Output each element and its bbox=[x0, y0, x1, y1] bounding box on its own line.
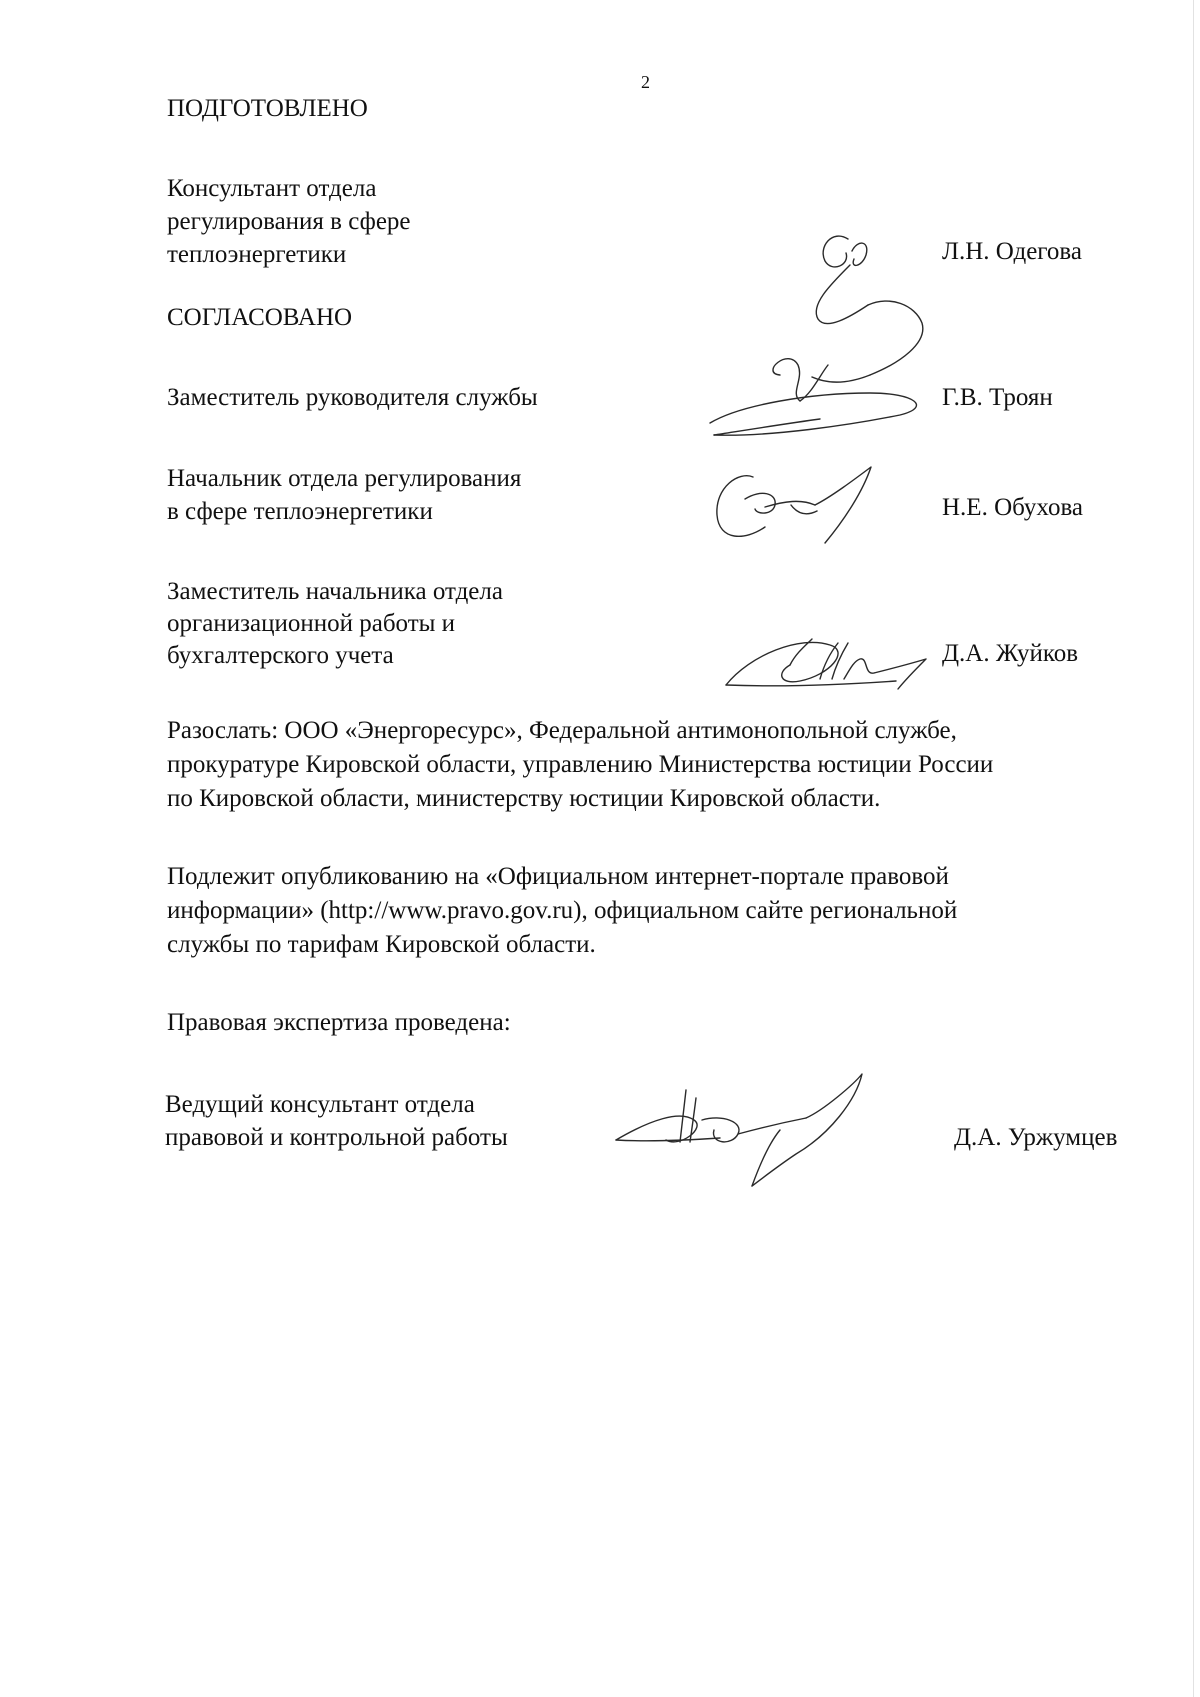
signature-zhuikov bbox=[720, 625, 940, 695]
signature-obukhova bbox=[705, 455, 885, 555]
publication-line-3: службы по тарифам Кировской области. bbox=[167, 931, 596, 958]
publication-line-2: информации» (http://www.pravo.gov.ru), официальном сайте региональной bbox=[167, 897, 958, 924]
prepared-position-line-2: регулирования в сфере bbox=[167, 208, 411, 235]
approved-position-3-line-3: бухгалтерского учета bbox=[167, 642, 394, 669]
signatory-name-odegova: Л.Н. Одегова bbox=[942, 238, 1083, 265]
signatory-name-obukhova: Н.Е. Обухова bbox=[942, 494, 1084, 521]
page-number: 2 bbox=[641, 72, 650, 92]
distribution-line-2: прокуратуре Кировской области, управлению Министерства юстиции России bbox=[167, 751, 994, 778]
signature-urzhumtsev bbox=[610, 1070, 870, 1190]
signatory-name-troyan: Г.В. Троян bbox=[942, 384, 1053, 411]
prepared-position-line-1: Консультант отдела bbox=[167, 175, 377, 202]
approved-position-2-line-2: в сфере теплоэнергетики bbox=[167, 498, 433, 525]
prepared-heading: ПОДГОТОВЛЕНО bbox=[167, 95, 368, 122]
signature-odegova-troyan bbox=[700, 225, 940, 445]
approved-position-1-line-1: Заместитель руководителя службы bbox=[167, 384, 538, 411]
approved-position-2-line-1: Начальник отдела регулирования bbox=[167, 465, 522, 492]
page-edge bbox=[1193, 0, 1194, 1697]
legal-review-position-line-2: правовой и контрольной работы bbox=[165, 1124, 508, 1151]
signatory-name-urzhumtsev: Д.А. Уржумцев bbox=[954, 1124, 1118, 1151]
distribution-line-3: по Кировской области, министерству юстиции Кировской области. bbox=[167, 785, 881, 812]
approved-position-3-line-2: организационной работы и bbox=[167, 610, 456, 637]
legal-review-position-line-1: Ведущий консультант отдела bbox=[165, 1091, 475, 1118]
approved-heading: СОГЛАСОВАНО bbox=[167, 304, 353, 331]
prepared-position-line-3: теплоэнергетики bbox=[167, 241, 347, 268]
legal-review-heading: Правовая экспертиза проведена: bbox=[167, 1009, 511, 1036]
approved-position-3-line-1: Заместитель начальника отдела bbox=[167, 578, 503, 605]
publication-line-1: Подлежит опубликованию на «Официальном интернет-портале правовой bbox=[167, 863, 949, 890]
distribution-line-1: Разослать: ООО «Энергоресурс», Федеральной антимонопольной службе, bbox=[167, 717, 957, 744]
signatory-name-zhuikov: Д.А. Жуйков bbox=[942, 640, 1079, 667]
